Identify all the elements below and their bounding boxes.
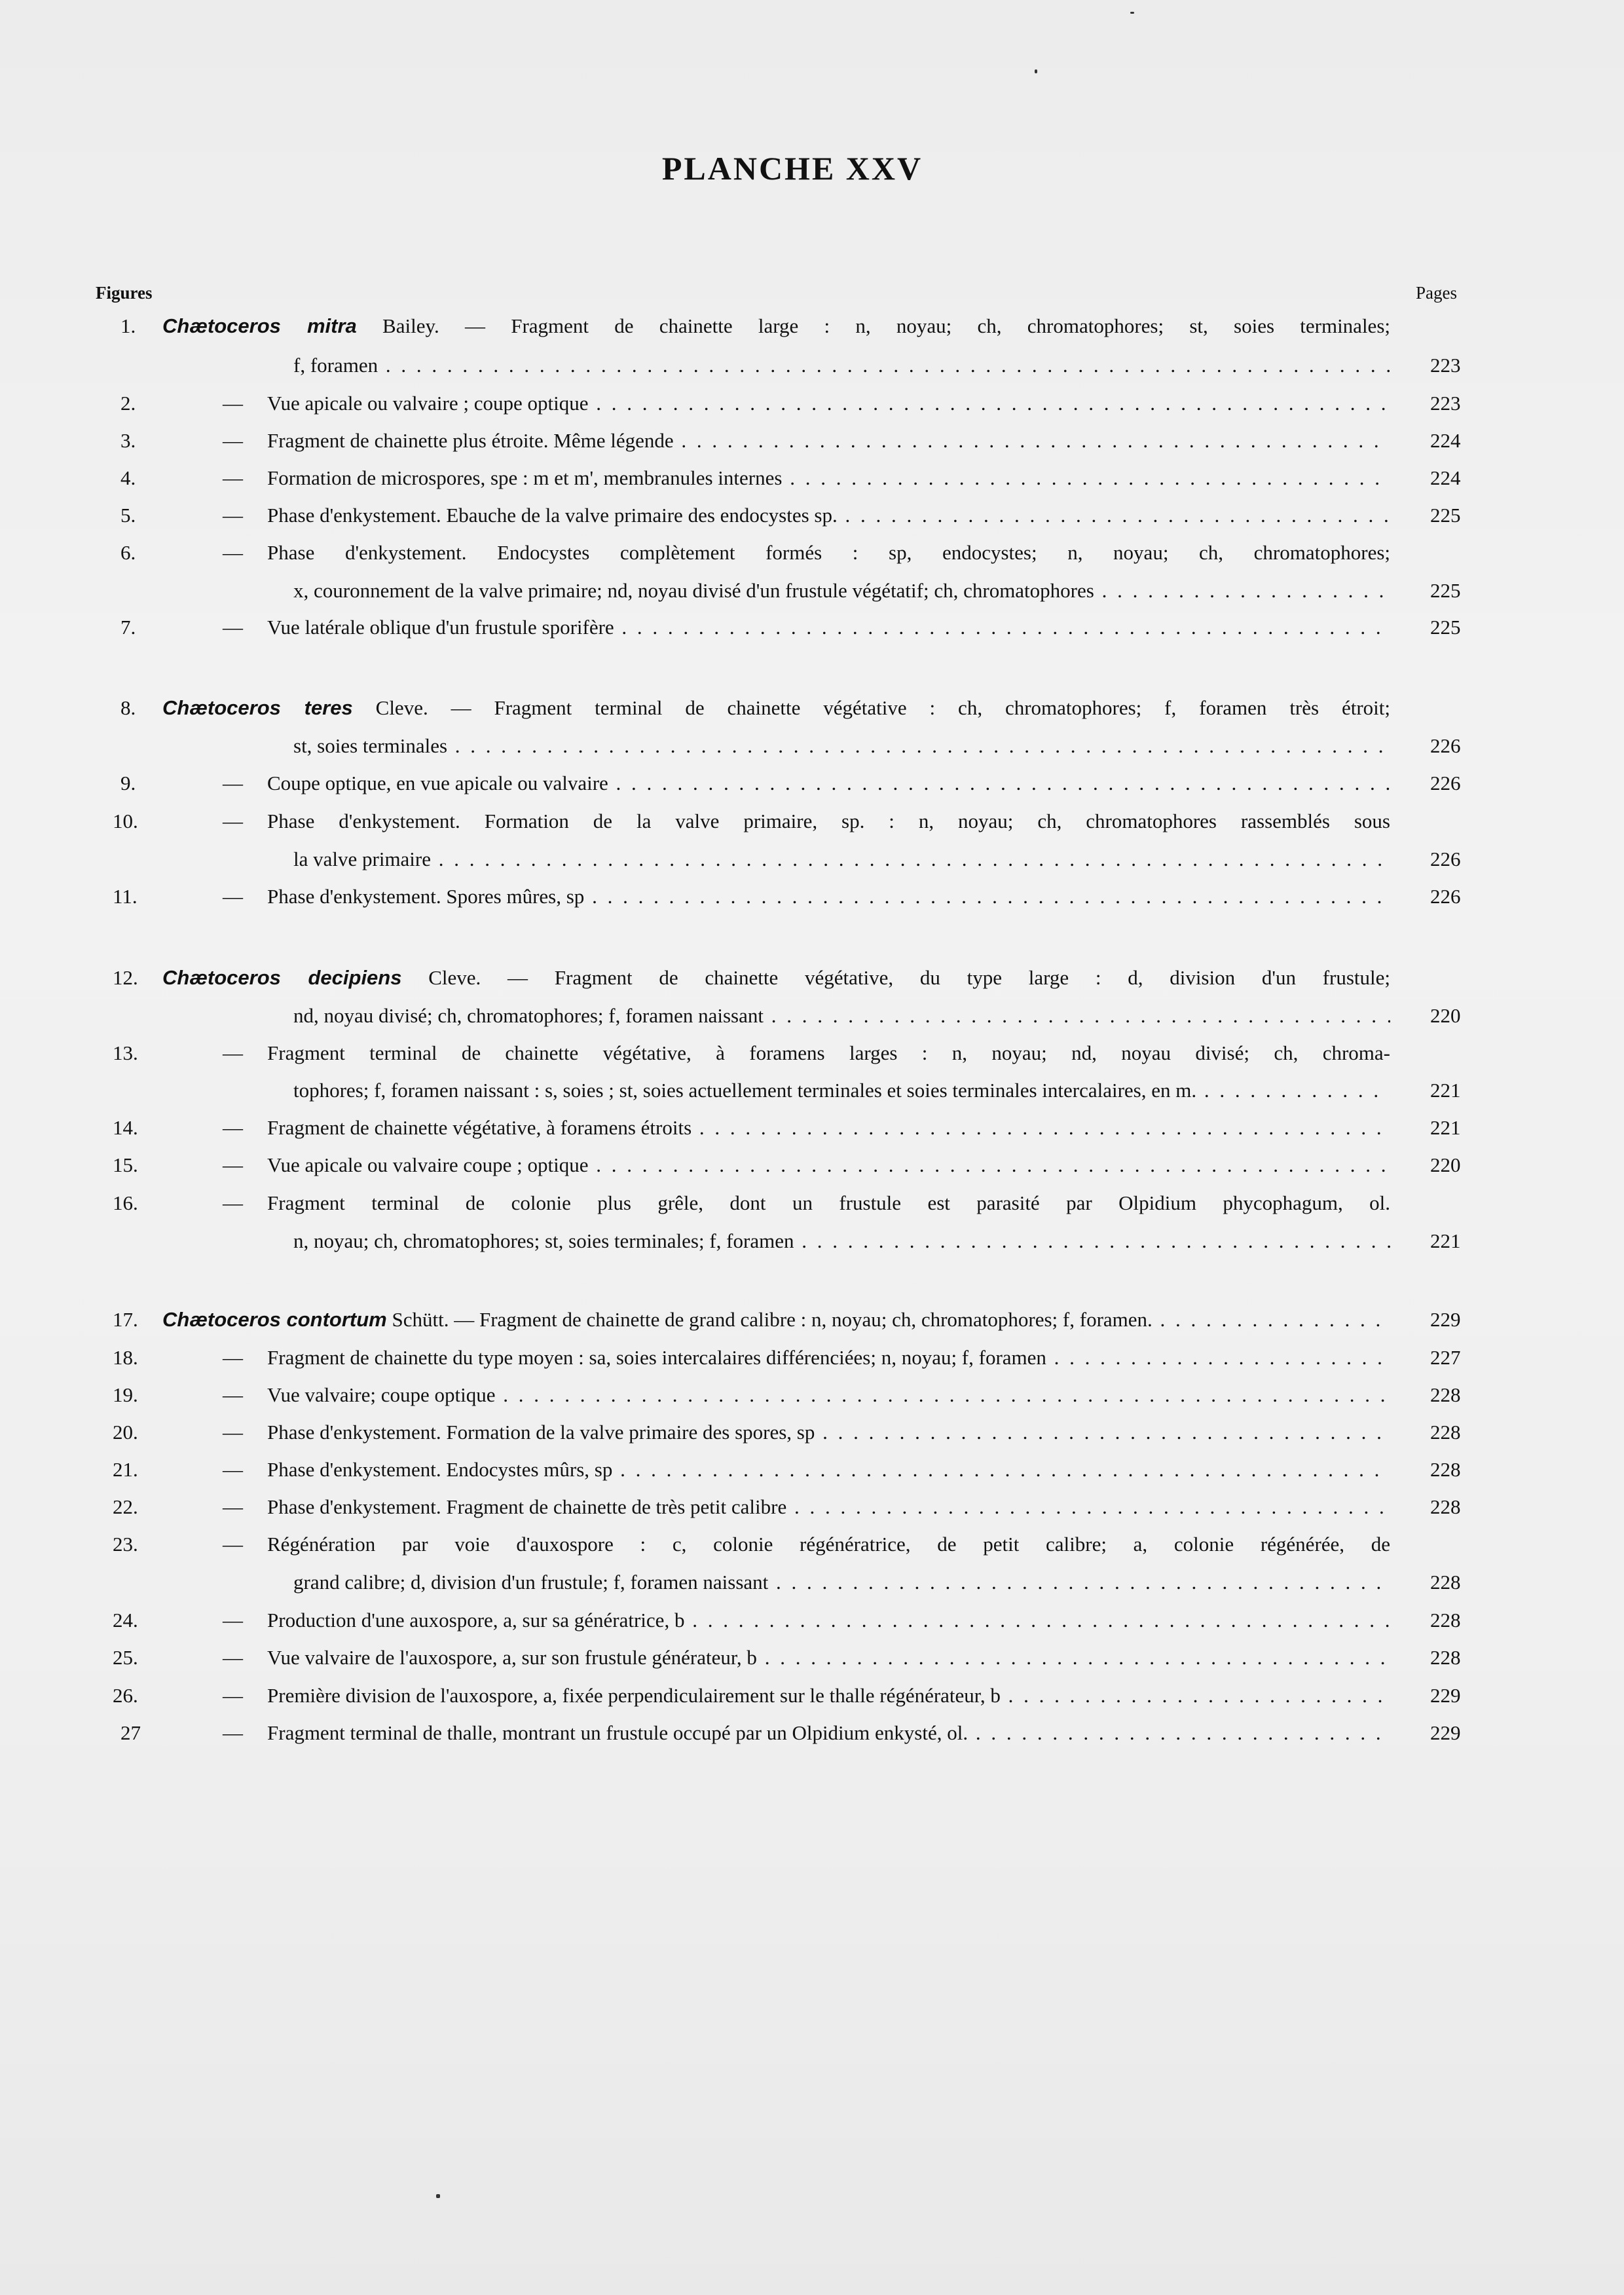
legend-entry [0, 1571, 1624, 1609]
legend-entry [0, 541, 1624, 579]
em-dash: — [223, 885, 243, 908]
entry-continuation: f, foramen . . . [293, 354, 1390, 377]
entry-description: Phase d'enkystement. Spores mûres, sp . . . [267, 885, 1390, 908]
em-dash: — [223, 1646, 243, 1669]
figures-column-label: Figures [96, 283, 153, 303]
em-dash: — [223, 1458, 243, 1481]
legend-entry [0, 504, 1624, 542]
figure-number: 13. [113, 1041, 138, 1064]
figure-number: 15. [113, 1153, 138, 1176]
page-reference: 221 [1430, 1229, 1461, 1252]
page-reference: 221 [1430, 1116, 1461, 1139]
entry-description: Production d'une auxospore, a, sur sa génératrice, b . . . [267, 1609, 1390, 1632]
figure-number: 20. [113, 1421, 138, 1444]
legend-entry [0, 696, 1624, 734]
legend-entry [0, 1383, 1624, 1421]
page-reference: 221 [1430, 1079, 1461, 1102]
em-dash: — [223, 392, 243, 415]
page-reference: 220 [1430, 1004, 1461, 1027]
species-name: Chætoceros contortum [162, 1308, 387, 1331]
legend-entry [0, 1041, 1624, 1079]
page-reference: 223 [1430, 392, 1461, 415]
entry-description: Fragment de chainette du type moyen : sa, soies intercalaires différenciées; n, noyau; f, foramen . . . [267, 1346, 1390, 1370]
legend-entry [0, 1153, 1624, 1191]
entry-continuation: la valve primaire . . . [293, 848, 1390, 871]
em-dash: — [223, 810, 243, 832]
page-reference: 224 [1430, 429, 1461, 452]
legend-entry [0, 848, 1624, 886]
species-heading-text [162, 696, 1390, 724]
figure-number: 8. [120, 696, 136, 719]
em-dash: — [223, 1533, 243, 1556]
legend-entry [0, 734, 1624, 772]
legend-entry [0, 1721, 1624, 1759]
figure-number: 11. [113, 885, 138, 908]
page-reference: 226 [1430, 885, 1461, 908]
figure-number: 18. [113, 1346, 138, 1369]
figure-number: 12. [113, 966, 138, 989]
entry-description: Vue valvaire; coupe optique . . . [267, 1383, 1390, 1407]
species-name: Chætoceros decipiens [162, 966, 402, 989]
page-reference: 226 [1430, 848, 1461, 870]
plate-title: PLANCHE XXV [661, 150, 923, 187]
legend-entry [0, 1346, 1624, 1384]
speck-mark [436, 2194, 440, 2198]
legend-entry [0, 429, 1624, 467]
entry-continuation: st, soies terminales . . . [293, 734, 1390, 758]
page-reference: 224 [1430, 466, 1461, 489]
figure-number: 16. [113, 1191, 138, 1214]
species-author: Cleve. [375, 696, 428, 719]
page-reference: 227 [1430, 1346, 1461, 1369]
entry-description: Phase d'enkystement. Formation de la valve primaire des spores, sp . . . [267, 1421, 1390, 1444]
page-reference: 229 [1430, 1308, 1461, 1331]
legend-entry [0, 1116, 1624, 1154]
entry-description: Vue apicale ou valvaire coupe ; optique . . . [267, 1153, 1390, 1177]
em-dash: — [223, 1495, 243, 1518]
em-dash: — [223, 541, 243, 564]
legend-entry [0, 354, 1624, 392]
legend-entry [0, 1684, 1624, 1722]
page-reference: 228 [1430, 1646, 1461, 1669]
legend-entry [0, 1495, 1624, 1533]
entry-description: Fragment de chainette plus étroite. Même légende . . . [267, 429, 1390, 453]
entry-continuation: nd, noyau divisé; ch, chromatophores; f, foramen naissant . . . [293, 1004, 1390, 1028]
entry-description: Phase d'enkystement. Formation de la valve primaire, sp. : n, noyau; ch, chromatophores rassemblés sous [267, 810, 1390, 832]
em-dash: — [223, 1383, 243, 1406]
entry-continuation: grand calibre; d, division d'un frustule; f, foramen naissant . . . [293, 1571, 1390, 1594]
em-dash: — [223, 429, 243, 452]
figure-number: 24. [113, 1609, 138, 1632]
legend-entry [0, 1421, 1624, 1459]
entry-description: Fragment de chainette végétative, à foramens étroits . . . [267, 1116, 1390, 1140]
page-reference: 225 [1430, 504, 1461, 527]
legend-entry [0, 616, 1624, 654]
speck-mark [1130, 12, 1134, 14]
species-heading-text [162, 966, 1390, 994]
species-author: Bailey. [382, 314, 439, 337]
figure-number: 1. [120, 314, 136, 337]
figure-number: 4. [120, 466, 136, 489]
em-dash: — [223, 1041, 243, 1064]
figure-number: 2. [120, 392, 136, 415]
em-dash: — [223, 1346, 243, 1369]
page-reference: 220 [1430, 1153, 1461, 1176]
em-dash: — [223, 616, 243, 639]
legend-entry [0, 966, 1624, 1004]
em-dash: — [223, 1684, 243, 1707]
entry-description: Phase d'enkystement. Ebauche de la valve primaire des endocystes sp. . . . [267, 504, 1390, 527]
em-dash: — [223, 504, 243, 527]
em-dash: — [223, 466, 243, 489]
species-heading-text [162, 1308, 1390, 1332]
legend-entry [0, 1458, 1624, 1496]
entry-description: Fragment terminal de thalle, montrant un frustule occupé par un Olpidium enkysté, ol. . . . [267, 1721, 1390, 1745]
figure-number: 26. [113, 1684, 138, 1707]
figure-number: 5. [120, 504, 136, 527]
entry-description: — Fragment de chainette végétative, du type large : d, division d'un frustule; [481, 966, 1390, 989]
species-name: Chætoceros teres [162, 696, 353, 719]
legend-entry [0, 466, 1624, 504]
entry-continuation: tophores; f, foramen naissant : s, soies ; st, soies actuellement terminales et soies terminales intercalaires, en m. . . . [293, 1079, 1390, 1102]
entry-description: Vue latérale oblique d'un frustule sporifère . . . [267, 616, 1390, 639]
entry-description: — Fragment de chainette large : n, noyau; ch, chromatophores; st, soies terminales; [439, 314, 1390, 337]
figure-number: 22. [113, 1495, 138, 1518]
page-reference: 225 [1430, 579, 1461, 602]
species-heading-text [162, 314, 1390, 342]
legend-entry [0, 885, 1624, 923]
legend-entry [0, 810, 1624, 848]
page-reference: 228 [1430, 1495, 1461, 1518]
em-dash: — [223, 772, 243, 794]
em-dash: — [223, 1421, 243, 1444]
page-reference: 228 [1430, 1571, 1461, 1594]
entry-description: Phase d'enkystement. Endocystes complètement formés : sp, endocystes; n, noyau; ch, chromatophores; [267, 541, 1390, 564]
figure-number: 9. [120, 772, 136, 794]
legend-entry [0, 392, 1624, 430]
entry-description: — Fragment de chainette de grand calibre : n, noyau; ch, chromatophores; f, foramen. [449, 1308, 1153, 1331]
legend-entry [0, 772, 1624, 810]
species-name: Chætoceros mitra [162, 314, 357, 337]
legend-entry [0, 1191, 1624, 1229]
entry-continuation: x, couronnement de la valve primaire; nd, noyau divisé d'un frustule végétatif; ch, chromatophores . . . [293, 579, 1390, 603]
entry-description: Phase d'enkystement. Endocystes mûrs, sp . . . [267, 1458, 1390, 1482]
legend-entry [0, 1308, 1624, 1346]
figure-number: 7. [120, 616, 136, 639]
em-dash: — [223, 1609, 243, 1632]
legend-entry [0, 1609, 1624, 1647]
entry-description: — Fragment terminal de chainette végétative : ch, chromatophores; f, foramen très étroit; [428, 696, 1390, 719]
figure-number: 23. [113, 1533, 138, 1556]
figure-number: 21. [113, 1458, 138, 1481]
legend-entry [0, 1229, 1624, 1267]
figure-number: 10. [113, 810, 138, 832]
legend-entry [0, 579, 1624, 617]
legend-entry [0, 1646, 1624, 1684]
figure-number: 17. [113, 1308, 138, 1331]
entry-description: Vue valvaire de l'auxospore, a, sur son frustule générateur, b . . . [267, 1646, 1390, 1670]
page-reference: 229 [1430, 1684, 1461, 1707]
page-reference: 226 [1430, 772, 1461, 794]
em-dash: — [223, 1153, 243, 1176]
speck-mark [1035, 69, 1037, 73]
species-author: Schütt. [392, 1308, 449, 1331]
page-reference: 225 [1430, 616, 1461, 639]
em-dash: — [223, 1721, 243, 1744]
entry-description: Formation de microspores, spe : m et m', membranules internes . . . [267, 466, 1390, 490]
page-reference: 228 [1430, 1421, 1461, 1444]
pages-column-label: Pages [1416, 283, 1457, 303]
em-dash: — [223, 1116, 243, 1139]
page-reference: 223 [1430, 354, 1461, 377]
entry-description: Fragment terminal de colonie plus grêle, dont un frustule est parasité par Olpidium phycophagum, ol. [267, 1191, 1390, 1214]
entry-description: Vue apicale ou valvaire ; coupe optique . . . [267, 392, 1390, 415]
legend-entry [0, 1004, 1624, 1042]
legend-entry [0, 1533, 1624, 1571]
figure-number: 19. [113, 1383, 138, 1406]
em-dash: — [223, 1191, 243, 1214]
legend-entry [0, 1079, 1624, 1117]
figure-number: 14. [113, 1116, 138, 1139]
figure-number: 27 [120, 1721, 141, 1744]
page-reference: 226 [1430, 734, 1461, 757]
entry-description: Fragment terminal de chainette végétative, à foramens larges : n, noyau; nd, noyau divisé; ch, chroma- [267, 1041, 1390, 1064]
entry-description: Régénération par voie d'auxospore : c, colonie régénératrice, de petit calibre; a, colonie régénérée, de [267, 1533, 1390, 1556]
page-reference: 228 [1430, 1383, 1461, 1406]
figure-number: 25. [113, 1646, 138, 1669]
page-reference: 228 [1430, 1609, 1461, 1632]
legend-entry [0, 314, 1624, 352]
entry-description: Phase d'enkystement. Fragment de chainette de très petit calibre . . . [267, 1495, 1390, 1519]
figure-number: 6. [120, 541, 136, 564]
species-author: Cleve. [428, 966, 481, 989]
entry-description: Première division de l'auxospore, a, fixée perpendiculairement sur le thalle régénérateur, b . . . [267, 1684, 1390, 1707]
entry-continuation: n, noyau; ch, chromatophores; st, soies terminales; f, foramen . . . [293, 1229, 1390, 1253]
entry-description: Coupe optique, en vue apicale ou valvaire . . . [267, 772, 1390, 795]
page-reference: 229 [1430, 1721, 1461, 1744]
figure-number: 3. [120, 429, 136, 452]
page-reference: 228 [1430, 1458, 1461, 1481]
